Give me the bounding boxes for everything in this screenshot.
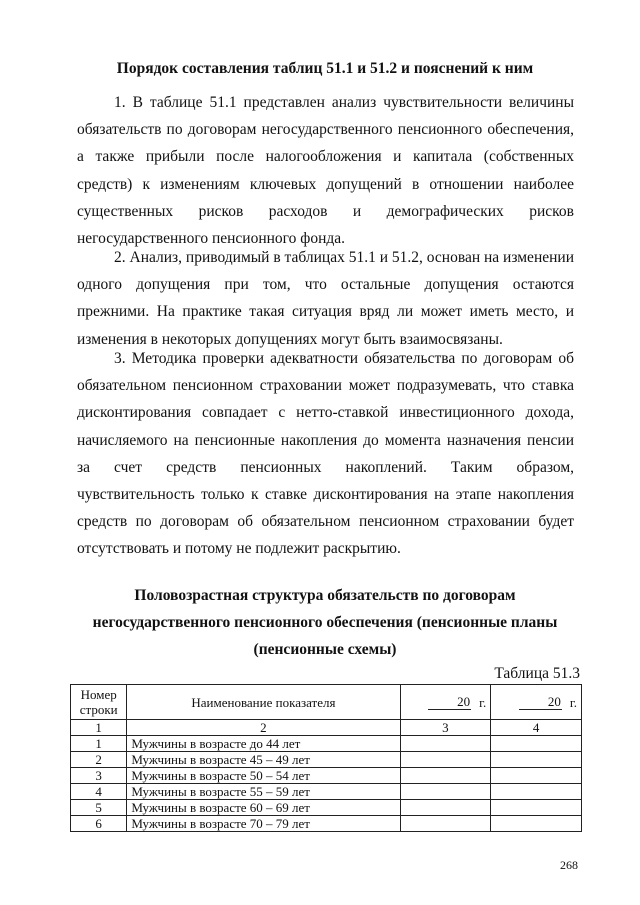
row-value-year-2 xyxy=(491,768,582,784)
row-indicator-name: Мужчины в возрасте 50 – 54 лет xyxy=(127,768,400,784)
column-index-row xyxy=(71,720,582,736)
table-row xyxy=(71,800,582,816)
row-value-year-1 xyxy=(400,784,491,800)
table-row xyxy=(71,736,582,752)
table-row xyxy=(71,816,582,832)
table-title-line-2: негосударственного пенсионного обеспечения (пенсионные планы xyxy=(92,614,558,631)
row-value-year-1 xyxy=(400,800,491,816)
header-year-2-blank: 20 xyxy=(519,694,562,710)
row-indicator-name: Мужчины в возрасте 60 – 69 лет xyxy=(127,800,400,816)
section-heading: Порядок составления таблиц 51.1 и 51.2 и пояснений к ним xyxy=(116,60,534,77)
row-value-year-1 xyxy=(400,816,491,832)
table-row xyxy=(71,768,582,784)
row-number: 4 xyxy=(71,784,127,800)
header-indicator-name: Наименование показателя xyxy=(127,685,400,720)
row-value-year-2 xyxy=(491,816,582,832)
column-index-4: 4 xyxy=(491,720,582,736)
row-indicator-name: Мужчины в возрасте 70 – 79 лет xyxy=(127,816,400,832)
row-value-year-1 xyxy=(400,752,491,768)
row-number: 3 xyxy=(71,768,127,784)
paragraph-1: 1. В таблице 51.1 представлен анализ чувствительности величины обязательств по договорам негосударственного пенсионного обеспечения, а также прибыли после налогообложения и капитала (собственных средств) к изменениям ключевых допущений в отношении наиболее существенных рисков расходов и демографических рисков негосударственного пенсионного фонда. xyxy=(77,94,574,248)
table-title-line-1: Половозрастная структура обязательств по договорам xyxy=(134,587,516,604)
row-value-year-2 xyxy=(491,800,582,816)
header-row-number: Номер строки xyxy=(71,685,127,720)
row-value-year-2 xyxy=(491,736,582,752)
column-index-2: 2 xyxy=(127,720,400,736)
paragraph-2: 2. Анализ, приводимый в таблицах 51.1 и 51.2, основан на изменении одного допущения при том, что остальные допущения остаются прежними. На практике такая ситуация вряд ли может иметь место, и изменения в некоторых допущениях могут быть взаимосвязаны. xyxy=(77,249,574,348)
column-index-1: 1 xyxy=(71,720,127,736)
page-number: 268 xyxy=(560,858,578,872)
row-indicator-name: Мужчины в возрасте 45 – 49 лет xyxy=(127,752,400,768)
age-sex-structure-table xyxy=(70,684,582,832)
table-caption: Таблица 51.3 xyxy=(494,665,580,682)
header-year-1 xyxy=(400,685,491,720)
table-row xyxy=(71,784,582,800)
table-header-row xyxy=(71,685,582,720)
header-year-1-blank: 20 xyxy=(428,694,471,710)
row-value-year-1 xyxy=(400,736,491,752)
column-index-3: 3 xyxy=(400,720,491,736)
row-value-year-1 xyxy=(400,768,491,784)
row-indicator-name: Мужчины в возрасте до 44 лет xyxy=(127,736,400,752)
row-indicator-name: Мужчины в возрасте 55 – 59 лет xyxy=(127,784,400,800)
row-value-year-2 xyxy=(491,784,582,800)
table-title-line-3: (пенсионные схемы) xyxy=(253,641,397,658)
row-number: 6 xyxy=(71,816,127,832)
header-year-2 xyxy=(491,685,582,720)
paragraph-3: 3. Методика проверки адекватности обязательства по договорам об обязательном пенсионном страховании может подразумевать, что ставка дисконтирования совпадает с нетто-ставкой инвестиционного дохода, начисляемого на пенсионные накопления до момента назначения пенсии за счет средств пенсионных накоплений. Таким образом, чувствительность только к ставке дисконтирования на этапе накопления средств по договорам об обязательном пенсионном страховании будет отсутствовать и потому не подлежит раскрытию. xyxy=(77,350,574,558)
header-year-2-suffix: г. xyxy=(569,694,577,710)
table-row xyxy=(71,752,582,768)
row-number: 1 xyxy=(71,736,127,752)
row-number: 2 xyxy=(71,752,127,768)
row-value-year-2 xyxy=(491,752,582,768)
row-number: 5 xyxy=(71,800,127,816)
header-year-1-suffix: г. xyxy=(479,694,487,710)
